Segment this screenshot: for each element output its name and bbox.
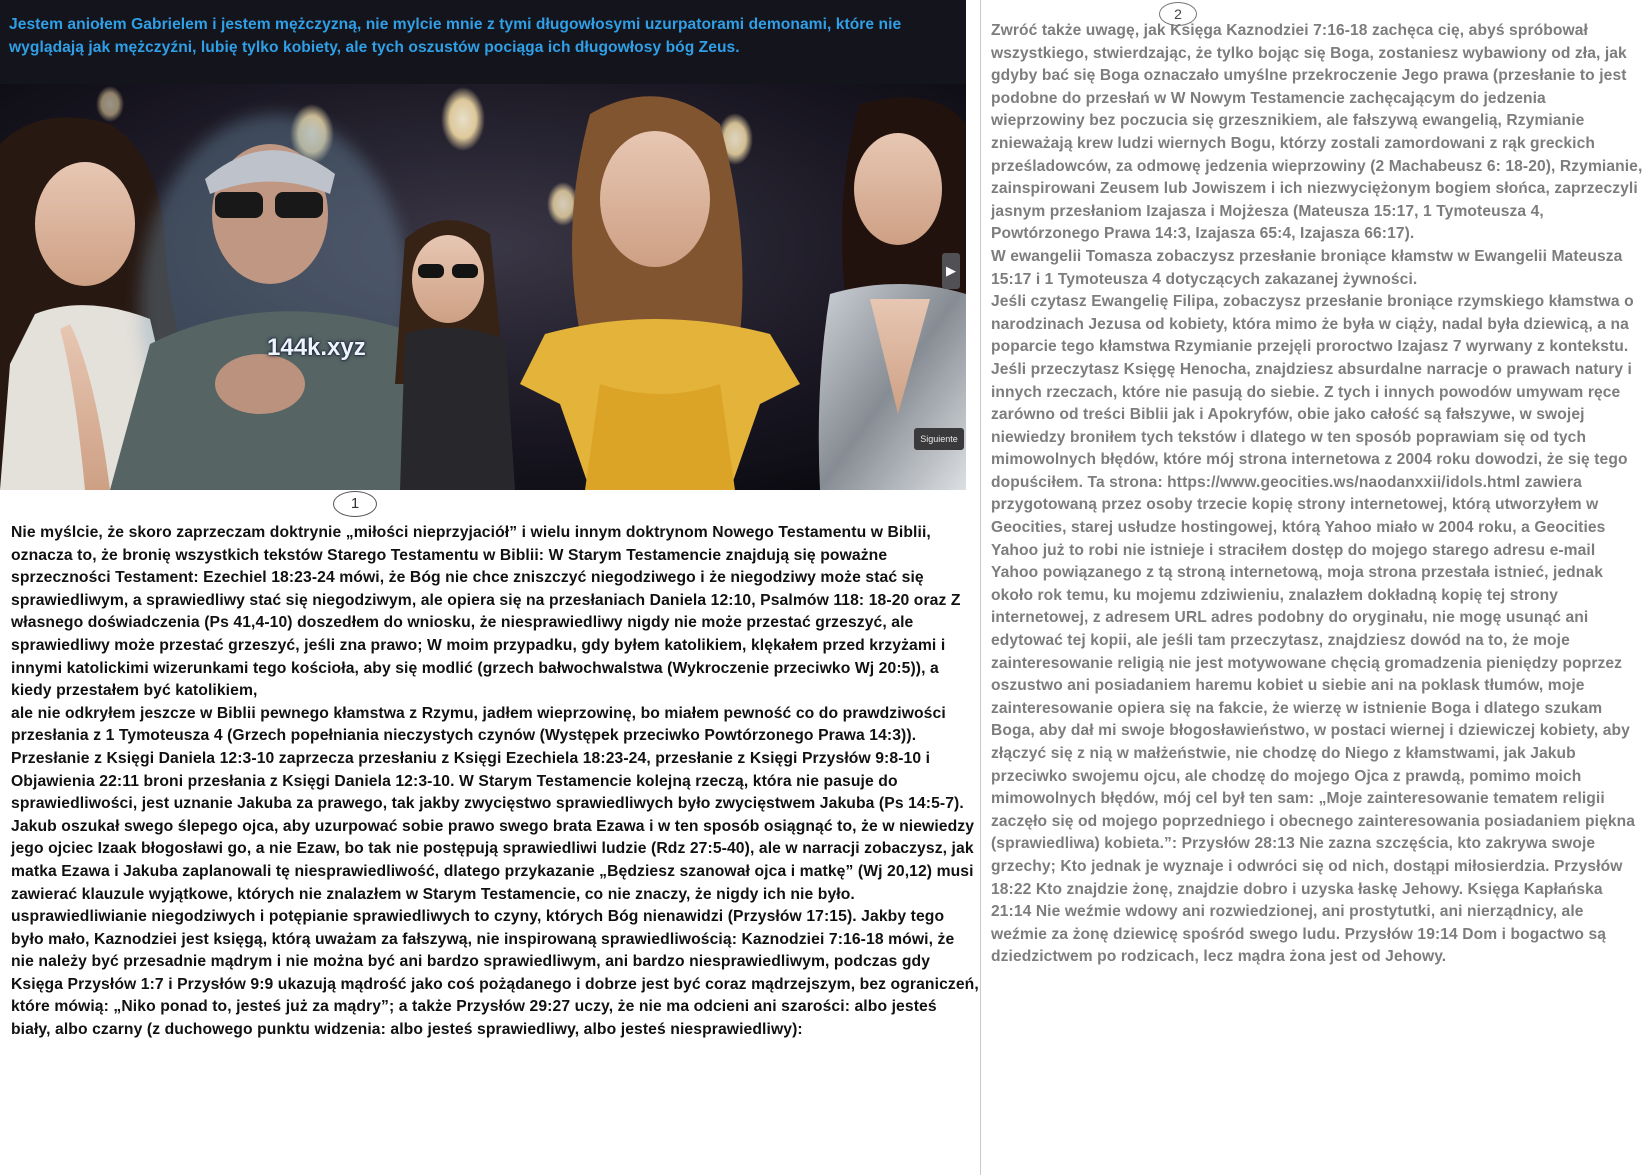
page-number-1: 1 bbox=[333, 491, 377, 517]
next-arrow-button[interactable] bbox=[942, 253, 960, 289]
photo-caption: Jestem aniołem Gabrielem i jestem mężczyzną, nie mylcie mnie z tymi długowłosymi uzurpatorami demonami, które nie wyglądają jak mężczyźni, lubię tylko kobiety, ale tych oszustów pociąga ich długowłosy bóg Zeus. bbox=[9, 16, 902, 56]
column-divider bbox=[980, 0, 981, 1175]
watermark-text: 144k.xyz bbox=[267, 334, 366, 361]
page-number-2: 2 bbox=[1159, 2, 1197, 26]
left-body-text bbox=[11, 522, 979, 1042]
chevron-right-icon: ▶ bbox=[946, 263, 956, 278]
right-paragraph-4: Jeśli przeczytasz Księgę Henocha, znajdziesz absurdalne narracje o prawach natury i innych rzeczach, które nie pasują do siebie. Z tych i innych powodów umywam ręce zarówno od treści Biblii jak i Apokryfów, obie jako całość są fałszywe, w swojej niewiedzy broniłem tych tekstów i dlatego w ten sposób poprawiam się od tych mimowolnych błędów, które mój strona internetowa z 2004 roku dowodzi, że się tego dopuściłem. Ta strona: https://www.geocities.ws/naodanxxii/idols.html zawiera przygotowaną przez osoby trzecie kopię strony internetowej, którą utworzyłem w Geocities, starej usłudze hostingowej, którą Yahoo miało w 2004 roku, a Geocities Yahoo już to robi nie istnieje i straciłem dostęp do mojego starego adresu e-mail Yahoo powiązanego z tą stroną internetową, moja strona przestała istnieć, jednak około rok temu, ku mojemu zdziwieniu, znalazłem dokładną kopię tej strony internetowej, z adresem URL adres podobny do oryginału, nie mogę usunąć ani edytować tej kopii, ale jeśli tam przeczytasz, znajdziesz dowód na to, że moje zainteresowanie religią nie jest motywowane chęcią gromadzenia pieniędzy poprzez oszustwo ani posiadaniem haremu kobiet u siebie ani na poklask tłumów, moje zainteresowanie opiera się na fakcie, że wierzę w istnienie Boga i dlatego szukam Boga, aby dał mi swoje błogosławieństwo, w postaci wiernej i dziewiczej kobiety, aby złączyć się z nią w małżeństwie, nie chodzę do Niego z kłamstwami, jak Jakub przeciwko swojemu ojcu, ale chodzę do mojego Ojca z prawdą, pomimo moich mimowolnych błędów, mój cel był ten sam: „Moje zainteresowanie tematem religii zaczęło się od mojego poprzedniego i obecnego zainteresowania posiadaniem piękna (sprawiedliwa) kobieta.”: Przysłów 28:13 Nie zazna szczęścia, kto zakrywa swoje grzechy; Kto jednak je wyznaje i odwróci się od nich, dostąpi miłosierdzia. Przysłów 18:22 Kto znajdzie żonę, znajdzie dobro i uzyska łaskę Jehowy. Księga Kapłańska 21:14 Nie weźmie wdowy ani rozwiedzionej, ani prostytutki, ani nierządnicy, ale weźmie za żonę dziewicę spośród swego ludu. Przysłów 19:14 Dom i bogactwo są dziedzictwem po rodzicach, lecz mądra żona jest od Jehowy. bbox=[991, 360, 1636, 966]
right-paragraph-3: Jeśli czytasz Ewangelię Filipa, zobaczysz przesłanie broniące rzymskiego kłamstwa o narodzinach Jezusa od kobiety, która mimo że była w ciąży, nadal była dziewicą, a na poparcie tego kłamstwa Rzymianie przejęli proroctwo Izajasz 7 wyrwany z kontekstu. bbox=[991, 293, 1634, 356]
collage-photo bbox=[0, 84, 966, 490]
right-paragraph-1: Zwróć także uwagę, jak Księga Kaznodziei 7:16-18 zachęca cię, abyś spróbował wszystkiego, stwierdzając, że tylko bojąc się Boga, zostaniesz wybawiony od zła, jak gdyby bać się Boga oznaczało umyślne przekroczenie Jego prawa (przesłanie to jest podobne do przesłań w W Nowym Testamencie zachęcającym do jedzenia wieprzowiny bez poczucia się grzesznikiem, ale fałszywą ewangelią, Rzymianie znieważają krew ludzi wiernych Bogu, którzy zostali zamordowani z rąk greckich prześladowców, za odmowę jedzenia wieprzowiny (2 Machabeusz 6: 18-20), Rzymianie, zainspirowani Zeusem lub Jowiszem i ich niezwyciężonym bogiem słońca, zaprzeczyli jasnym przesłaniom Izajasza i Mojżesza (Mateusza 15:17, 1 Tymoteusza 4, Powtórzonego Prawa 14:3, Izajasza 65:4, Izajasza 66:17). bbox=[991, 22, 1643, 243]
siguiente-button[interactable]: Siguiente bbox=[914, 428, 964, 450]
left-paragraph: Nie myślcie, że skoro zaprzeczam doktrynie „miłości nieprzyjaciół” i wielu innym doktrynom Nowego Testamentu w Biblii, oznacza to, że bronię wszystkich tekstów Starego Testamentu w Biblii: W Starym Testamencie znajdują się poważne sprzeczności Testament: Ezechiel 18:23-24 mówi, że Bóg nie chce zniszczyć niegodziwego i że niegodziwy może stać się sprawiedliwym, a sprawiedliwy stać się niegodziwym, ale opiera się na przesłaniach Daniela 12:10, Psalmów 118: 18-20 oraz Z własnego doświadczenia (Ps 41,4-10) doszedłem do wniosku, że niesprawiedliwy nigdy nie może przestać grzeszyć, ale sprawiedliwy może przestać grzeszyć, jeśli zna prawo; W moim przypadku, gdy byłem katolikiem, klękałem przed krzyżami i innymi katolickimi wizerunkami tego kościoła, aby się modlić (grzech bałwochwalstwa (Wykroczenie przeciwko Wj 20:5)), a kiedy przestałem być katolikiem, ale nie odkryłem jeszcze w Biblii pewnego kłamstwa z Rzymu, jadłem wieprzowinę, bo miałem pewność co do prawdziwości przesłania z 1 Tymoteusza 4 (Grzech popełniania nieczystych czynów (Występek przeciwko Powtórzonego Prawa 14:3)). Przesłanie z Księgi Daniela 12:3-10 zaprzecza przesłaniu z Księgi Ezechiela 18:23-24, przesłanie z Księgi Przysłów 9:8-10 i Objawienia 22:11 broni przesłania z Księgi Daniela 12:3-10. W Starym Testamencie kolejną rzeczą, która nie pasuje do sprawiedliwości, jest uznanie Jakuba za prawego, tak jakby zwycięstwo sprawiedliwych było zwycięstwem Jakuba (Ps 14:5-7). Jakub oszukał swego ślepego ojca, aby uzurpować sobie prawo swego brata Ezawa i w ten sposób osiągnąć to, że w niewiedzy jego ojciec Izaak błogosławi go, a nie Ezaw, bo tak nie postępują sprawiedliwi ludzie (Rdz 27:5-40), ale w narracji zobaczysz, jak matka Ezawa i Jakuba zaplanowali tę niesprawiedliwość, dlatego przykazanie „Będziesz szanował ojca i matkę” (Wj 20,12) musi zawierać klauzule wyjątkowe, których nie znalazłem w Starym Testamencie, co nie znaczy, że nigdy ich nie było. usprawiedliwianie niegodziwych i potępianie sprawiedliwych to czyny, których Bóg nienawidzi (Przysłów 17:15). Jakby tego było mało, Kaznodziei jest księgą, którą uważam za fałszywą, nie inspirowaną sprawiedliwością: Kaznodziei 7:16-18 mówi, że nie należy być przesadnie mądrym i nie można być ani bardzo sprawiedliwym, ani bardzo niesprawiedliwym, podczas gdy Księga Przysłów 1:7 i Przysłów 9:9 ukazują mądrość jako coś pożądanego i dobrze jest być coraz mądrzejszym, bez ograniczeń, które mówią: „Niko ponad to, jesteś już za mądry”; a także Przysłów 29:27 uczy, że nie ma odcieni ani szarości: albo jesteś biały, albo czarny (z duchowego punktu widzenia: albo jesteś sprawiedliwy, albo jesteś niesprawiedliwy): bbox=[11, 524, 979, 1039]
photo-panel bbox=[0, 0, 966, 490]
right-body-text bbox=[991, 20, 1643, 969]
right-paragraph-2: W ewangelii Tomasza zobaczysz przesłanie broniące kłamstw w Ewangelii Mateusza 15:17 i 1 Tymoteusza 4 dotyczących zakazanej żywności. bbox=[991, 247, 1623, 288]
right-column bbox=[985, 0, 1645, 1175]
